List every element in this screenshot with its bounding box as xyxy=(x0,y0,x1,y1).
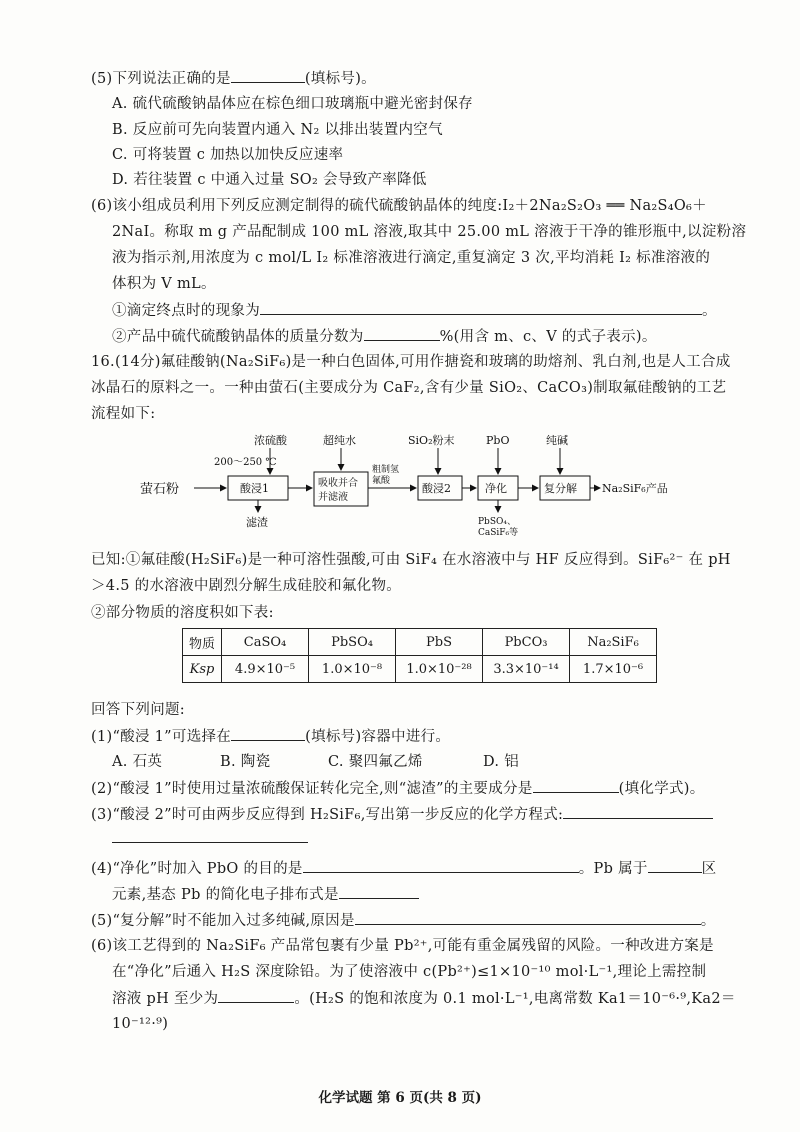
answer-blank[interactable] xyxy=(533,778,619,793)
q5-stem: (5)下列说法正确的是 (填标号)。 xyxy=(91,68,376,89)
flow-residue-label: 滤渣 xyxy=(246,516,268,529)
p1-option-a: A. 石英 xyxy=(112,754,163,770)
process-flow-diagram xyxy=(140,428,700,540)
p5-stem: (5)“复分解”时不能加入过多纯碱,原因是 。 xyxy=(91,910,716,931)
flow-output4-label-2: CaSiF₆等 xyxy=(478,528,519,538)
flow-box5-label: 复分解 xyxy=(544,482,577,495)
flow-box4-label: 净化 xyxy=(485,482,507,495)
table-cell: 1.0×10⁻⁸ xyxy=(309,656,396,683)
q16-intro1: 16.(14分)氟硅酸钠(Na₂SiF₆)是一种白色固体,可用作搪瓷和玻璃的助熔剂、乳白剂,也是人工合成 xyxy=(91,354,731,370)
p1-options xyxy=(112,752,519,772)
flow-box2-label-2: 并滤液 xyxy=(318,492,348,503)
q5-option-a: A. 硫代硫酸钠晶体应在棕色细口玻璃瓶中避光密封保存 xyxy=(112,96,473,112)
flow-reagent-4: PbO xyxy=(486,434,510,447)
table-header-cell: CaSO₄ xyxy=(222,629,309,656)
p3-stem: (3)“酸浸 2”时可由两步反应得到 H₂SiF₆,写出第一步反应的化学方程式: xyxy=(91,804,713,825)
q6-line3: 液为指示剂,用浓度为 c mol/L I₂ 标准溶液进行滴定,重复滴定 3 次,平均消耗 I₂ 标准溶液的 xyxy=(112,250,711,266)
table-header-cell: PbSO₄ xyxy=(309,629,396,656)
flow-box2-label-1: 吸收并合 xyxy=(318,478,358,489)
flow-box1-label: 酸浸1 xyxy=(240,482,269,495)
table-header-cell: PbCO₃ xyxy=(483,629,570,656)
answer-blank[interactable] xyxy=(563,804,713,819)
answer-blank[interactable] xyxy=(303,858,579,873)
table-cell: 4.9×10⁻⁵ xyxy=(222,656,309,683)
table-header-cell: PbS xyxy=(396,629,483,656)
answer-blank[interactable] xyxy=(231,68,305,83)
flow-product-label: Na₂SiF₆产品 xyxy=(602,482,668,495)
page-footer: 化学试题 第 6 页(共 8 页) xyxy=(318,1090,482,1106)
q5-option-c: C. 可将装置 c 加热以加快反应速率 xyxy=(112,147,344,163)
p6-line1: (6)该工艺得到的 Na₂SiF₆ 产品常包裹有少量 Pb²⁺,可能有重金属残留的风险。一种改进方案是 xyxy=(91,938,714,954)
q5-option-d: D. 若往装置 c 中通入过量 SO₂ 会导致产率降低 xyxy=(112,172,427,188)
flow-reagent-5: 纯碱 xyxy=(546,434,568,447)
p6-line3: 溶液 pH 至少为 。(H₂S 的饱和浓度为 0.1 mol·L⁻¹,电离常数 Ka1＝10⁻⁶·⁹,Ka2＝ xyxy=(112,988,736,1009)
table-cell: 3.3×10⁻¹⁴ xyxy=(483,656,570,683)
known-2: ②部分物质的溶度积如下表: xyxy=(91,605,274,621)
q6-line4: 体积为 V mL。 xyxy=(112,276,216,292)
table-row-label: Ksp xyxy=(183,656,222,683)
p1-option-d: D. 铝 xyxy=(483,754,520,770)
known-1a: 已知:①氟硅酸(H₂SiF₆)是一种可溶性强酸,可由 SiF₄ 在水溶液中与 HF 反应得到。SiF₆²⁻ 在 pH xyxy=(91,552,731,568)
p2-stem: (2)“酸浸 1”时使用过量浓硫酸保证转化完全,则“滤渣”的主要成分是 (填化学式)。 xyxy=(91,778,705,799)
p4-stem-cont: 元素,基态 Pb 的简化电子排布式是 xyxy=(112,884,419,905)
p6-line2: 在“净化”后通入 H₂S 深度除铅。为了使溶液中 c(Pb²⁺)≤1×10⁻¹⁰ mol·L⁻¹,理论上需控制 xyxy=(112,964,707,980)
answer-blank[interactable] xyxy=(260,300,702,315)
q16-intro2: 冰晶石的原料之一。一种由萤石(主要成分为 CaF₂,含有少量 SiO₂、CaCO₃)制取氟硅酸钠的工艺 xyxy=(91,380,727,396)
table-header-cell: Na₂SiF₆ xyxy=(570,629,657,656)
p1-option-c: C. 聚四氟乙烯 xyxy=(328,754,423,770)
p6-line4: 10⁻¹²·⁹) xyxy=(112,1016,169,1032)
answer-blank[interactable] xyxy=(364,326,440,341)
flow-mid-label-2: 氟酸 xyxy=(372,476,391,486)
answer-blank[interactable] xyxy=(339,884,419,899)
table-row xyxy=(183,656,657,683)
table-header-row xyxy=(183,629,657,656)
p3-answer-line[interactable] xyxy=(112,842,308,843)
q6-sub1: ①滴定终点时的现象为 。 xyxy=(112,300,717,321)
table-header-cell: 物质 xyxy=(183,629,222,656)
p1-option-b: B. 陶瓷 xyxy=(220,754,271,770)
flow-mid-label-1: 粗制氢 xyxy=(372,465,400,475)
flow-reagent-3: SiO₂粉末 xyxy=(408,434,455,447)
ksp-table xyxy=(182,628,657,683)
q6-line1: (6)该小组成员利用下列反应测定制得的硫代硫酸钠晶体的纯度:I₂＋2Na₂S₂O₃ ══ Na₂S₄O₆＋ xyxy=(91,198,707,214)
flow-box3-label: 酸浸2 xyxy=(422,482,451,495)
flow-reagent-2: 超纯水 xyxy=(323,434,356,447)
p1-stem: (1)“酸浸 1”可选择在 (填标号)容器中进行。 xyxy=(91,726,450,747)
q6-line2: 2NaI。称取 m g 产品配制成 100 mL 溶液,取其中 25.00 mL 溶液于干净的锥形瓶中,以淀粉溶 xyxy=(112,224,747,240)
known-1b: ＞4.5 的水溶液中剧烈分解生成硅胶和氟化物。 xyxy=(91,578,402,594)
table-cell: 1.0×10⁻²⁸ xyxy=(396,656,483,683)
flow-condition-1: 200～250 ℃ xyxy=(214,457,277,468)
answer-blank[interactable] xyxy=(231,726,305,741)
answer-intro: 回答下列问题: xyxy=(91,702,185,718)
flow-start-label: 萤石粉 xyxy=(140,482,180,497)
flow-output4-label-1: PbSO₄、 xyxy=(478,517,516,527)
table-cell: 1.7×10⁻⁶ xyxy=(570,656,657,683)
p4-stem: (4)“净化”时加入 PbO 的目的是 。Pb 属于 区 xyxy=(91,858,716,879)
answer-blank[interactable] xyxy=(648,858,702,873)
q6-sub2: ②产品中硫代硫酸钠晶体的质量分数为 %(用含 m、c、V 的式子表示)。 xyxy=(112,326,657,347)
q16-intro3: 流程如下: xyxy=(91,406,156,422)
flow-reagent-1: 浓硫酸 xyxy=(254,434,287,447)
q5-option-b: B. 反应前可先向装置内通入 N₂ 以排出装置内空气 xyxy=(112,122,443,138)
answer-blank[interactable] xyxy=(355,910,701,925)
answer-blank[interactable] xyxy=(218,988,294,1003)
